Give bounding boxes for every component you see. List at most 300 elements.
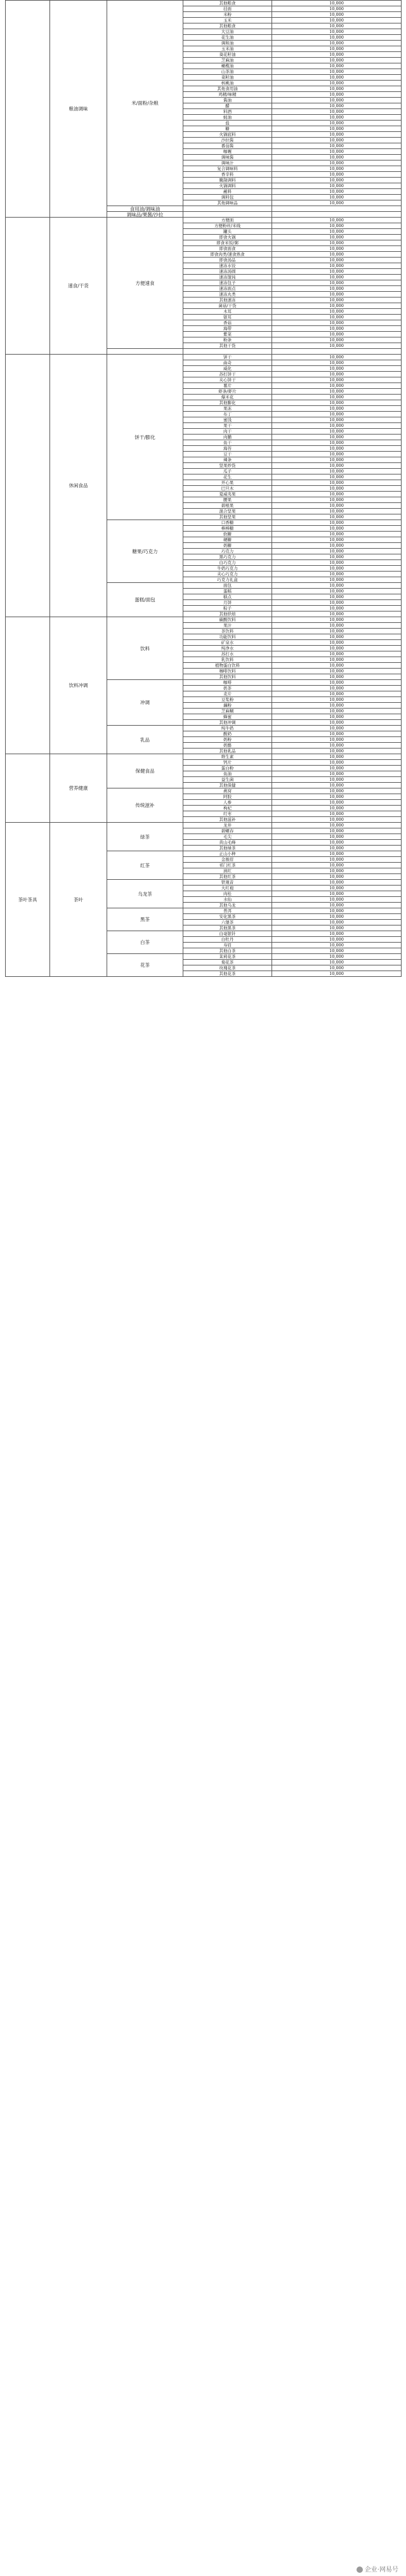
item-cell: 即食汤品 bbox=[183, 258, 272, 263]
value-cell: 10,000 bbox=[272, 486, 402, 492]
value-cell: 10,000 bbox=[272, 714, 402, 720]
value-cell: 10,000 bbox=[272, 788, 402, 794]
item-cell: 山茶油 bbox=[183, 69, 272, 75]
item-cell: 寿眉 bbox=[183, 943, 272, 948]
item-cell: 调料包 bbox=[183, 195, 272, 200]
value-cell: 10,000 bbox=[272, 69, 402, 75]
value-cell: 10,000 bbox=[272, 315, 402, 320]
item-cell: 菌菇/干货 bbox=[183, 303, 272, 309]
value-cell: 10,000 bbox=[272, 720, 402, 726]
item-cell: 速冻丸类 bbox=[183, 292, 272, 297]
item-cell: 紫菜 bbox=[183, 332, 272, 337]
item-cell: 植物蛋白饮料 bbox=[183, 663, 272, 669]
level2-cell: 速食/干货 bbox=[50, 218, 107, 355]
value-cell: 10,000 bbox=[272, 554, 402, 560]
value-cell: 10,000 bbox=[272, 834, 402, 840]
item-cell: 其他冲调 bbox=[183, 720, 272, 726]
item-cell: 益生菌 bbox=[183, 777, 272, 783]
item-cell: 调和油 bbox=[183, 41, 272, 46]
item-cell: 龙井 bbox=[183, 823, 272, 828]
value-cell: 10,000 bbox=[272, 252, 402, 258]
item-cell: 辣条 bbox=[183, 457, 272, 463]
value-cell: 10,000 bbox=[272, 132, 402, 138]
item-cell: 奶茶 bbox=[183, 686, 272, 691]
item-cell: 其他花茶 bbox=[183, 971, 272, 977]
item-cell: 蜜饯 bbox=[183, 417, 272, 423]
item-cell: 肉桂 bbox=[183, 891, 272, 897]
level3-cell: 米/面粉/杂粮 bbox=[107, 1, 183, 206]
value-cell: 10,000 bbox=[272, 121, 402, 126]
level3-cell: 传统滋补 bbox=[107, 788, 183, 823]
item-cell: 碧螺春 bbox=[183, 828, 272, 834]
value-cell: 10,000 bbox=[272, 103, 402, 109]
value-cell: 10,000 bbox=[272, 623, 402, 629]
item-cell: 咖啡饮料 bbox=[183, 669, 272, 674]
item-cell: 瓜子 bbox=[183, 469, 272, 474]
value-cell: 10,000 bbox=[272, 18, 402, 23]
level2-cell: 粮油调味 bbox=[50, 1, 107, 218]
value-cell: 10,000 bbox=[272, 303, 402, 309]
value-cell: 10,000 bbox=[272, 235, 402, 240]
value-cell: 10,000 bbox=[272, 412, 402, 417]
value-cell: 10,000 bbox=[272, 172, 402, 178]
value-cell: 10,000 bbox=[272, 634, 402, 640]
item-cell: 蛋白粉 bbox=[183, 766, 272, 771]
value-cell: 10,000 bbox=[272, 58, 402, 63]
level3-cell: 乌龙茶 bbox=[107, 880, 183, 908]
item-cell: 坚果炒货 bbox=[183, 463, 272, 469]
item-cell: 虾条/虾片 bbox=[183, 389, 272, 395]
level3-cell: 红茶 bbox=[107, 851, 183, 880]
value-cell: 10,000 bbox=[272, 189, 402, 195]
value-cell: 10,000 bbox=[272, 75, 402, 81]
item-cell: 面包 bbox=[183, 583, 272, 589]
watermark bbox=[357, 2564, 398, 2573]
item-cell: 其他粮食 bbox=[183, 1, 272, 6]
value-cell: 10,000 bbox=[272, 492, 402, 497]
value-cell: 10,000 bbox=[272, 183, 402, 189]
item-cell: 安化黑茶 bbox=[183, 914, 272, 920]
value-cell: 10,000 bbox=[272, 457, 402, 463]
value-cell: 10,000 bbox=[272, 874, 402, 880]
level1-cell bbox=[6, 754, 50, 823]
value-cell: 10,000 bbox=[272, 514, 402, 520]
value-cell: 10,000 bbox=[272, 263, 402, 269]
item-cell: 玫瑰花茶 bbox=[183, 965, 272, 971]
item-cell: 麦片 bbox=[183, 691, 272, 697]
item-cell: 奶粉 bbox=[183, 737, 272, 743]
item-cell: 人参 bbox=[183, 800, 272, 806]
value-cell: 10,000 bbox=[272, 686, 402, 691]
item-cell: 腰果 bbox=[183, 497, 272, 503]
value-cell: 10,000 bbox=[272, 383, 402, 389]
value-cell: 10,000 bbox=[272, 777, 402, 783]
item-cell: 海带 bbox=[183, 326, 272, 332]
level3-cell: 调味品/果酱/沙拉 bbox=[107, 212, 183, 218]
level3-cell: 白茶 bbox=[107, 931, 183, 954]
value-cell bbox=[272, 349, 402, 355]
value-cell: 10,000 bbox=[272, 429, 402, 435]
item-cell: 其他白茶 bbox=[183, 948, 272, 954]
value-cell: 10,000 bbox=[272, 868, 402, 874]
item-cell: 即食米饭/粥 bbox=[183, 240, 272, 246]
value-cell: 10,000 bbox=[272, 851, 402, 857]
value-cell: 10,000 bbox=[272, 572, 402, 577]
item-cell: 葵花籽油 bbox=[183, 52, 272, 58]
item-cell: 饼干 bbox=[183, 355, 272, 360]
item-cell: 威化 bbox=[183, 366, 272, 372]
level1-cell bbox=[6, 617, 50, 754]
value-cell: 10,000 bbox=[272, 366, 402, 372]
value-cell: 10,000 bbox=[272, 223, 402, 229]
item-cell: 苏打水 bbox=[183, 651, 272, 657]
item-cell: 挂面 bbox=[183, 6, 272, 12]
item-cell: 方便面 bbox=[183, 218, 272, 223]
value-cell: 10,000 bbox=[272, 160, 402, 166]
value-cell: 10,000 bbox=[272, 138, 402, 143]
item-cell: 调味汁 bbox=[183, 160, 272, 166]
item-cell: 鸡精/味精 bbox=[183, 92, 272, 98]
value-cell bbox=[272, 212, 402, 218]
value-cell: 10,000 bbox=[272, 86, 402, 92]
value-cell: 10,000 bbox=[272, 326, 402, 332]
value-cell: 10,000 bbox=[272, 480, 402, 486]
value-cell: 10,000 bbox=[272, 971, 402, 977]
value-cell: 10,000 bbox=[272, 258, 402, 263]
value-cell: 10,000 bbox=[272, 292, 402, 297]
value-cell: 10,000 bbox=[272, 680, 402, 686]
value-cell: 10,000 bbox=[272, 275, 402, 280]
item-cell: 速冻馄饨 bbox=[183, 275, 272, 280]
item-cell: 其他红茶 bbox=[183, 874, 272, 880]
value-cell: 10,000 bbox=[272, 29, 402, 35]
level3-cell: 绿茶 bbox=[107, 823, 183, 851]
value-cell: 10,000 bbox=[272, 143, 402, 149]
value-cell bbox=[272, 206, 402, 212]
value-cell: 10,000 bbox=[272, 709, 402, 714]
item-cell: 火锅底料 bbox=[183, 132, 272, 138]
value-cell: 10,000 bbox=[272, 771, 402, 777]
value-cell: 10,000 bbox=[272, 914, 402, 920]
item-cell: 蛋糕 bbox=[183, 589, 272, 594]
value-cell: 10,000 bbox=[272, 320, 402, 326]
value-cell: 10,000 bbox=[272, 697, 402, 703]
value-cell: 10,000 bbox=[272, 23, 402, 29]
item-cell: 其他干货 bbox=[183, 343, 272, 349]
value-cell: 10,000 bbox=[272, 509, 402, 514]
item-cell: 速冻汤圆 bbox=[183, 269, 272, 275]
value-cell: 10,000 bbox=[272, 520, 402, 526]
item-cell: 豆浆粉 bbox=[183, 697, 272, 703]
level3-cell: 乳品 bbox=[107, 726, 183, 754]
value-cell: 10,000 bbox=[272, 600, 402, 606]
value-cell: 10,000 bbox=[272, 646, 402, 651]
item-cell: 料酒 bbox=[183, 109, 272, 115]
value-cell: 10,000 bbox=[272, 46, 402, 52]
item-cell: 花生 bbox=[183, 474, 272, 480]
item-cell: 开心果 bbox=[183, 480, 272, 486]
item-cell: 其他滋补 bbox=[183, 817, 272, 823]
item-cell: 其他绿茶 bbox=[183, 846, 272, 851]
item-cell: 乳饮料 bbox=[183, 657, 272, 663]
value-cell: 10,000 bbox=[272, 360, 402, 366]
item-cell: 速冻包子 bbox=[183, 280, 272, 286]
item-cell: 木耳 bbox=[183, 309, 272, 315]
value-cell: 10,000 bbox=[272, 474, 402, 480]
value-cell: 10,000 bbox=[272, 155, 402, 160]
level3-cell: 饮料 bbox=[107, 617, 183, 680]
item-cell bbox=[183, 206, 272, 212]
item-cell: 其他坚果 bbox=[183, 514, 272, 520]
value-cell: 10,000 bbox=[272, 98, 402, 103]
item-cell: 夏威夷果 bbox=[183, 492, 272, 497]
value-cell: 10,000 bbox=[272, 497, 402, 503]
value-cell: 10,000 bbox=[272, 937, 402, 943]
item-cell: 其他食用油 bbox=[183, 86, 272, 92]
item-cell: 硬糖 bbox=[183, 537, 272, 543]
value-cell: 10,000 bbox=[272, 674, 402, 680]
value-cell: 10,000 bbox=[272, 12, 402, 18]
item-cell: 花生油 bbox=[183, 35, 272, 41]
value-cell: 10,000 bbox=[272, 246, 402, 252]
value-cell: 10,000 bbox=[272, 115, 402, 121]
item-cell: 果冻 bbox=[183, 406, 272, 412]
value-cell: 10,000 bbox=[272, 800, 402, 806]
item-cell: 即食面食 bbox=[183, 246, 272, 252]
level2-cell: 茶叶 bbox=[50, 823, 107, 977]
item-cell: 酸奶 bbox=[183, 731, 272, 737]
item-cell: 钙片 bbox=[183, 760, 272, 766]
item-cell: 月饼 bbox=[183, 600, 272, 606]
value-cell: 10,000 bbox=[272, 737, 402, 743]
item-cell: 菊花茶 bbox=[183, 960, 272, 965]
item-cell: 碳酸饮料 bbox=[183, 617, 272, 623]
item-cell: 腌制调料 bbox=[183, 178, 272, 183]
item-cell: 其他烘焙 bbox=[183, 611, 272, 617]
item-cell: 咖啡 bbox=[183, 680, 272, 686]
item-cell: 大豆油 bbox=[183, 29, 272, 35]
item-cell: 鱼油 bbox=[183, 771, 272, 777]
value-cell: 10,000 bbox=[272, 726, 402, 731]
item-cell: 果干 bbox=[183, 423, 272, 429]
value-cell: 10,000 bbox=[272, 589, 402, 594]
item-cell: 爆米花 bbox=[183, 395, 272, 400]
item-cell bbox=[183, 212, 272, 218]
value-cell: 10,000 bbox=[272, 954, 402, 960]
value-cell: 10,000 bbox=[272, 41, 402, 46]
item-cell: 番茄酱 bbox=[183, 143, 272, 149]
item-cell: 碧根果 bbox=[183, 503, 272, 509]
item-cell: 芝麻糊 bbox=[183, 709, 272, 714]
value-cell: 10,000 bbox=[272, 743, 402, 749]
item-cell: 毛尖 bbox=[183, 834, 272, 840]
watermark-text: 企业·网易号 bbox=[364, 2566, 398, 2573]
level3-cell: 糖果/巧克力 bbox=[107, 520, 183, 583]
category-grid bbox=[5, 0, 402, 977]
value-cell: 10,000 bbox=[272, 560, 402, 566]
item-cell: 水仙 bbox=[183, 897, 272, 903]
level3-cell: 冲调 bbox=[107, 680, 183, 726]
level3-cell: 黑茶 bbox=[107, 908, 183, 931]
table-row bbox=[6, 823, 402, 828]
table-row bbox=[6, 754, 402, 760]
item-cell: 其他饮料 bbox=[183, 674, 272, 680]
level1-cell: 茶叶茶具 bbox=[6, 823, 50, 977]
value-cell: 10,000 bbox=[272, 863, 402, 868]
item-cell: 海苔 bbox=[183, 446, 272, 452]
value-cell: 10,000 bbox=[272, 897, 402, 903]
value-cell: 10,000 bbox=[272, 200, 402, 206]
value-cell: 10,000 bbox=[272, 931, 402, 937]
value-cell: 10,000 bbox=[272, 355, 402, 360]
item-cell: 混合坚果 bbox=[183, 509, 272, 514]
level2-cell: 饮料冲调 bbox=[50, 617, 107, 754]
value-cell: 10,000 bbox=[272, 417, 402, 423]
value-cell: 10,000 bbox=[272, 577, 402, 583]
item-cell: 白毫银针 bbox=[183, 931, 272, 937]
item-cell: 正山小种 bbox=[183, 851, 272, 857]
value-cell: 10,000 bbox=[272, 965, 402, 971]
item-cell: 米粉 bbox=[183, 12, 272, 18]
item-cell: 维生素 bbox=[183, 754, 272, 760]
value-cell: 10,000 bbox=[272, 640, 402, 646]
value-cell: 10,000 bbox=[272, 240, 402, 246]
value-cell: 10,000 bbox=[272, 657, 402, 663]
item-cell: 枸杞 bbox=[183, 806, 272, 811]
item-cell: 功能饮料 bbox=[183, 634, 272, 640]
item-cell: 粽子 bbox=[183, 606, 272, 611]
category-table bbox=[5, 0, 401, 977]
value-cell: 10,000 bbox=[272, 823, 402, 828]
table-row bbox=[6, 218, 402, 223]
value-cell: 10,000 bbox=[272, 280, 402, 286]
value-cell: 10,000 bbox=[272, 594, 402, 600]
value-cell: 10,000 bbox=[272, 566, 402, 572]
value-cell: 10,000 bbox=[272, 691, 402, 697]
item-cell: 白巧克力 bbox=[183, 560, 272, 566]
value-cell: 10,000 bbox=[272, 537, 402, 543]
item-cell: 酱油 bbox=[183, 98, 272, 103]
item-cell: 金骏眉 bbox=[183, 857, 272, 863]
item-cell: 罐头 bbox=[183, 229, 272, 235]
value-cell: 10,000 bbox=[272, 52, 402, 58]
value-cell: 10,000 bbox=[272, 218, 402, 223]
item-cell: 黑巧克力 bbox=[183, 554, 272, 560]
item-cell: 蜂蜜 bbox=[183, 714, 272, 720]
value-cell: 10,000 bbox=[272, 532, 402, 537]
item-cell bbox=[183, 349, 272, 355]
value-cell: 10,000 bbox=[272, 269, 402, 275]
value-cell: 10,000 bbox=[272, 583, 402, 589]
item-cell: 核桃油 bbox=[183, 81, 272, 86]
item-cell: 其他保健 bbox=[183, 783, 272, 788]
item-cell: 火锅调料 bbox=[183, 183, 272, 189]
value-cell: 10,000 bbox=[272, 703, 402, 709]
value-cell: 10,000 bbox=[272, 377, 402, 383]
item-cell: 豆干 bbox=[183, 452, 272, 457]
value-cell: 10,000 bbox=[272, 806, 402, 811]
level3-cell: 食用油/调味油 bbox=[107, 206, 183, 212]
item-cell: 夹心饼干 bbox=[183, 377, 272, 383]
item-cell: 菜籽油 bbox=[183, 75, 272, 81]
level1-cell bbox=[6, 355, 50, 617]
item-cell: 方便粉丝/米线 bbox=[183, 223, 272, 229]
value-cell: 10,000 bbox=[272, 178, 402, 183]
value-cell: 10,000 bbox=[272, 846, 402, 851]
value-cell: 10,000 bbox=[272, 663, 402, 669]
item-cell: 其他调味品 bbox=[183, 200, 272, 206]
item-cell: 醋 bbox=[183, 103, 272, 109]
item-cell: 速冻水饺 bbox=[183, 263, 272, 269]
level3-cell: 蛋糕/面包 bbox=[107, 583, 183, 617]
value-cell: 10,000 bbox=[272, 406, 402, 412]
watermark-logo-icon bbox=[357, 2566, 363, 2573]
item-cell: 巧克力 bbox=[183, 549, 272, 554]
value-cell: 10,000 bbox=[272, 446, 402, 452]
value-cell: 10,000 bbox=[272, 452, 402, 457]
item-cell: 其他速冻 bbox=[183, 297, 272, 303]
value-cell: 10,000 bbox=[272, 1, 402, 6]
table-row bbox=[6, 617, 402, 623]
level3-cell: 保健食品 bbox=[107, 754, 183, 788]
value-cell: 10,000 bbox=[272, 766, 402, 771]
value-cell: 10,000 bbox=[272, 395, 402, 400]
value-cell: 10,000 bbox=[272, 503, 402, 509]
item-cell: 滇红 bbox=[183, 868, 272, 874]
value-cell: 10,000 bbox=[272, 857, 402, 863]
value-cell: 10,000 bbox=[272, 903, 402, 908]
value-cell: 10,000 bbox=[272, 783, 402, 788]
value-cell: 10,000 bbox=[272, 611, 402, 617]
item-cell: 复合调味料 bbox=[183, 166, 272, 172]
item-cell: 橄榄油 bbox=[183, 63, 272, 69]
value-cell: 10,000 bbox=[272, 817, 402, 823]
item-cell: 蘸料 bbox=[183, 189, 272, 195]
item-cell: 糖 bbox=[183, 126, 272, 132]
item-cell: 白牡丹 bbox=[183, 937, 272, 943]
value-cell: 10,000 bbox=[272, 549, 402, 554]
value-cell: 10,000 bbox=[272, 343, 402, 349]
value-cell: 10,000 bbox=[272, 149, 402, 155]
value-cell: 10,000 bbox=[272, 332, 402, 337]
value-cell: 10,000 bbox=[272, 81, 402, 86]
item-cell: 其他黑茶 bbox=[183, 925, 272, 931]
item-cell: 燕窝 bbox=[183, 788, 272, 794]
item-cell: 银耳 bbox=[183, 315, 272, 320]
value-cell: 10,000 bbox=[272, 463, 402, 469]
item-cell: 巧克力礼盒 bbox=[183, 577, 272, 583]
item-cell: 玉米油 bbox=[183, 46, 272, 52]
value-cell: 10,000 bbox=[272, 925, 402, 931]
level3-cell: 饼干/膨化 bbox=[107, 355, 183, 520]
value-cell: 10,000 bbox=[272, 794, 402, 800]
value-cell: 10,000 bbox=[272, 389, 402, 395]
item-cell: 牛奶巧克力 bbox=[183, 566, 272, 572]
value-cell: 10,000 bbox=[272, 886, 402, 891]
item-cell: 六堡茶 bbox=[183, 920, 272, 925]
item-cell: 茉莉花茶 bbox=[183, 954, 272, 960]
item-cell: 即食火锅 bbox=[183, 235, 272, 240]
item-cell: 糕点 bbox=[183, 594, 272, 600]
value-cell: 10,000 bbox=[272, 126, 402, 132]
value-cell: 10,000 bbox=[272, 423, 402, 429]
value-cell: 10,000 bbox=[272, 908, 402, 914]
item-cell: 其他膨化 bbox=[183, 400, 272, 406]
item-cell: 软糖 bbox=[183, 532, 272, 537]
item-cell: 鱼干 bbox=[183, 440, 272, 446]
value-cell: 10,000 bbox=[272, 372, 402, 377]
value-cell: 10,000 bbox=[272, 880, 402, 886]
